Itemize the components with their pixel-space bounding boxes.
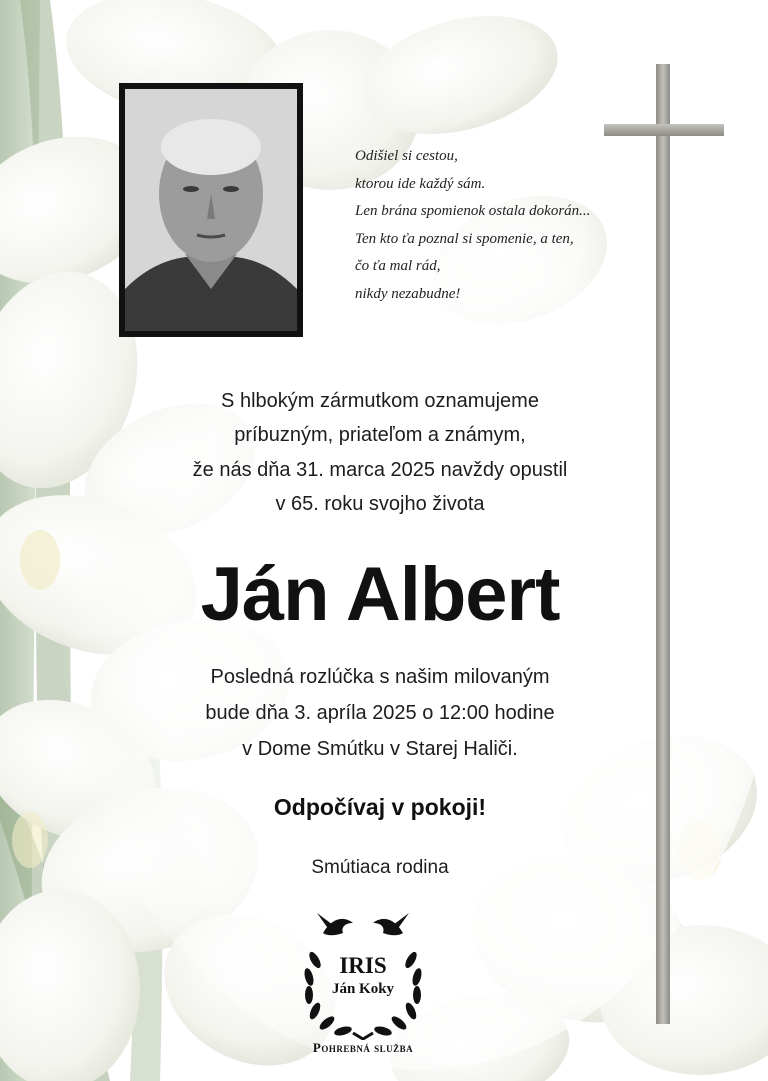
portrait-photo-frame xyxy=(119,83,303,337)
announcement-line: v 65. roku svojho života xyxy=(275,492,485,515)
poem-line: nikdy nezabudne! xyxy=(355,285,461,302)
cross-icon xyxy=(600,64,728,1024)
poem-line: čo ťa mal rád, xyxy=(355,258,441,275)
family-signature: Smútiaca rodina xyxy=(311,857,449,878)
logo-service: Pohrebná služba xyxy=(312,1040,414,1055)
announcement-line: príbuzným, priateľom a známym, xyxy=(234,424,526,447)
logo-owner: Ján Koky xyxy=(331,981,395,997)
funeral-line: v Dome Smútku v Starej Haliči. xyxy=(242,738,518,760)
logo-brand: IRIS xyxy=(339,953,387,978)
deceased-name: Ján Albert xyxy=(200,552,560,637)
portrait-photo xyxy=(125,89,297,331)
poem-line: Odišiel si cestou, xyxy=(355,148,458,164)
poem-line: Len brána spomienok ostala dokorán... xyxy=(355,203,591,220)
funeral-line: Posledná rozlúčka s našim milovaným xyxy=(210,666,550,688)
funeral-line: bude dňa 3. apríla 2025 o 12:00 hodine xyxy=(205,702,555,724)
poem-line: Ten kto ťa poznal si spomenie, a ten, xyxy=(355,230,574,247)
funeral-service-logo xyxy=(293,905,433,1065)
announcement-line: že nás dňa 31. marca 2025 navždy opustil xyxy=(192,458,568,481)
funeral-details xyxy=(100,659,660,767)
poem-line: ktorou ide každý sám. xyxy=(355,175,486,192)
announcement-text xyxy=(120,384,640,521)
announcement-line: S hlbokým zármutkom oznamujeme xyxy=(221,390,539,412)
rest-in-peace: Odpočívaj v pokoji! xyxy=(273,794,487,820)
